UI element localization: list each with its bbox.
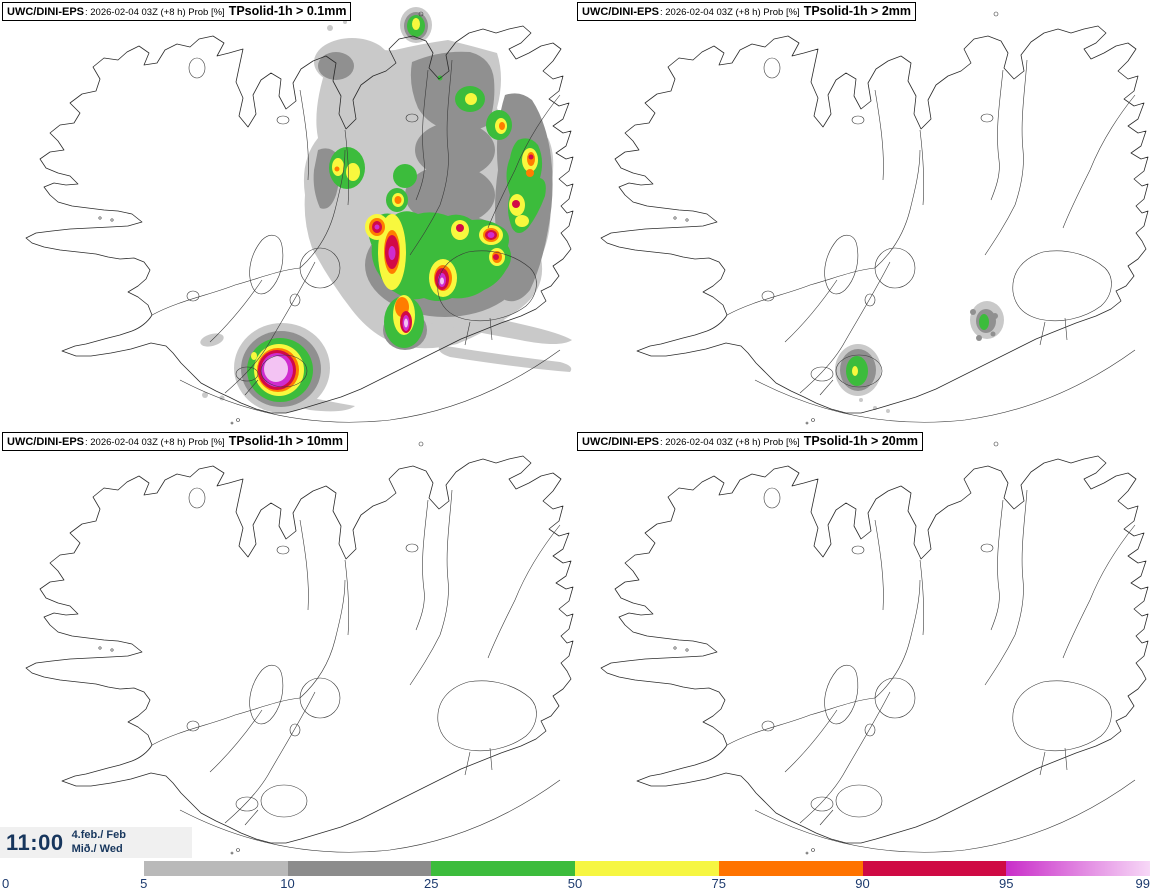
colorbar-segment [719, 861, 863, 876]
colorbar-segment [863, 861, 1007, 876]
colorbar-track [0, 861, 1150, 876]
map-panel-2mm [601, 12, 1148, 424]
param-label: TPsolid-1h > 20mm [803, 434, 918, 448]
panel-title-01mm [2, 2, 351, 21]
valid-time: 11:00 [6, 829, 64, 855]
colorbar-tick: 75 [711, 876, 726, 891]
colorbar-segment [575, 861, 719, 876]
map-panel-01mm [26, 7, 573, 424]
colorbar-segment [288, 861, 432, 876]
colorbar-tick: 10 [280, 876, 295, 891]
panel-title-20mm [577, 432, 923, 451]
colorbar-tick: 0 [2, 876, 10, 891]
model-name: UWC/DINI-EPS [7, 436, 84, 448]
run-info: : 2026-02-04 03Z (+8 h) Prob [%] [660, 7, 800, 18]
model-name: UWC/DINI-EPS [7, 6, 84, 18]
colorbar-segment [1006, 861, 1150, 876]
run-info: : 2026-02-04 03Z (+8 h) Prob [%] [85, 437, 225, 448]
param-label: TPsolid-1h > 0.1mm [228, 4, 347, 18]
valid-date-block [72, 829, 126, 857]
probability-colorbar [0, 861, 1150, 891]
colorbar-tick: 99 [1135, 876, 1150, 891]
valid-time-box [0, 827, 192, 858]
valid-date: 4.feb./ Feb [71, 828, 126, 841]
colorbar-segment [0, 861, 144, 876]
colorbar-segment [144, 861, 288, 876]
run-info: : 2026-02-04 03Z (+8 h) Prob [%] [660, 437, 800, 448]
run-info: : 2026-02-04 03Z (+8 h) Prob [%] [85, 7, 225, 18]
colorbar-tick: 90 [855, 876, 870, 891]
colorbar-tick: 50 [567, 876, 583, 891]
map-panel-10mm [26, 442, 573, 854]
panel-title-10mm [2, 432, 348, 451]
colorbar-tick: 95 [999, 876, 1014, 891]
model-name: UWC/DINI-EPS [582, 6, 659, 18]
colorbar-tick: 5 [140, 876, 148, 891]
map-panel-20mm [601, 442, 1148, 854]
panel-title-2mm [577, 2, 916, 21]
colorbar-tick: 25 [424, 876, 439, 891]
model-name: UWC/DINI-EPS [582, 436, 659, 448]
colorbar-tick-labels [0, 876, 1150, 891]
param-label: TPsolid-1h > 2mm [803, 4, 912, 18]
param-label: TPsolid-1h > 10mm [228, 434, 343, 448]
colorbar-segment [431, 861, 575, 876]
valid-day: Mið./ Wed [71, 842, 123, 855]
